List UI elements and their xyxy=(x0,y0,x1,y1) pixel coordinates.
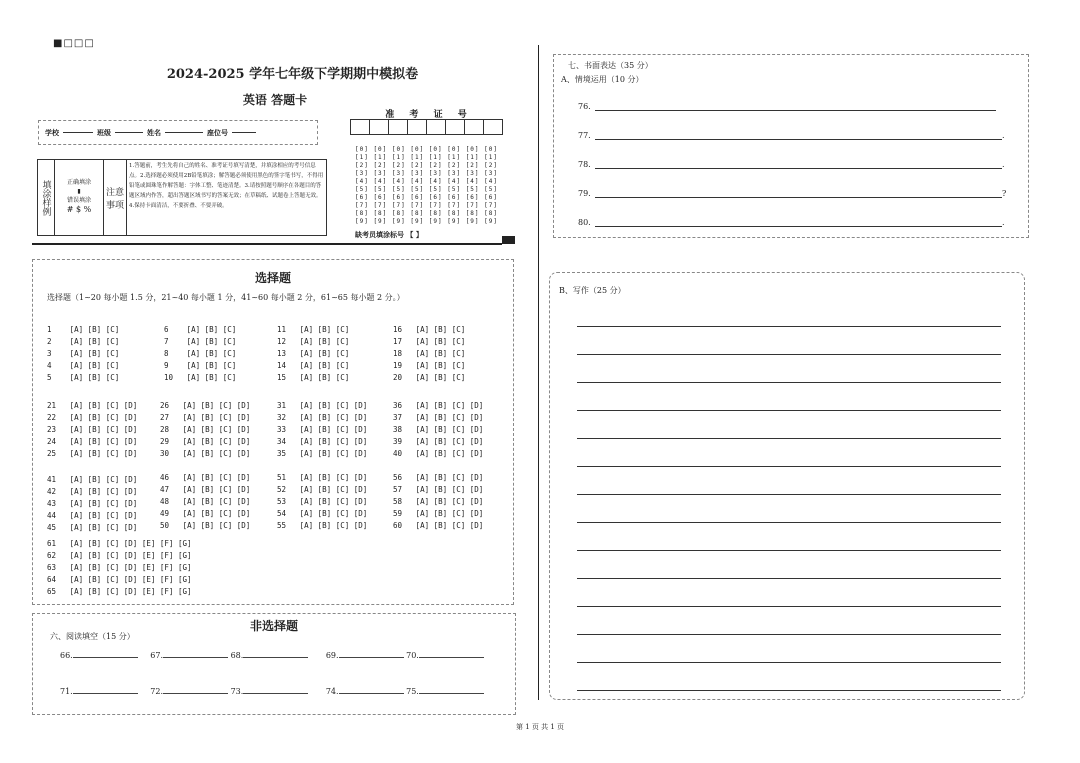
choice-group-16-20[interactable]: 16 [A] [B] [C] 17 [A] [B] [C] 18 [A] [B] [C] 19 [A] [B] [C] 20 [A] [B] [C] xyxy=(393,325,466,382)
bubble-row: [6] [6] [6] [6] [6] [6] [6] [6] xyxy=(355,194,498,201)
choice-group-46-50[interactable]: 46 [A] [B] [C] [D] 47 [A] [B] [C] [D] 48 [A] [B] [C] [D] 49 [A] [B] [C] [D] 50 [A] [B] [C] [D] xyxy=(160,473,251,530)
q71-label: 71. xyxy=(60,687,73,696)
notes-text: 1.答题前，考生先将自己的姓名、准考证号填写清楚，并填涂相应的考号信息点。2.选择题必须使用2B铅笔填涂；解答题必须使用黑色的签字笔书写，不得用铅笔或圆珠笔作解答题：字体工整、笔迹清楚。3.请按照题号顺序在各题目的答题区域内作答，超出答题区域书写的答案无效；在草稿纸、试题卷上答题无效。4.保持卡面清洁，不要折叠、不要弄破。 xyxy=(129,163,324,209)
answer-line-79[interactable] xyxy=(578,187,1010,198)
choice-group-36-40[interactable]: 36 [A] [B] [C] [D] 37 [A] [B] [C] [D] 38 [A] [B] [C] [D] 39 [A] [B] [C] [D] 40 [A] [B] [C] [D] xyxy=(393,401,484,458)
sample-label: 填涂样例 xyxy=(38,160,55,235)
absent-mark[interactable]: 缺考员填涂标号 【 】 xyxy=(355,230,423,239)
choice-group-61-65[interactable]: 61 [A] [B] [C] [D] [E] [F] [G] 62 [A] [B] [C] [D] [E] [F] [G] 63 [A] [B] [C] [D] [E] [F] [G] 64 [A] [B] [C] [D] [E] [F] [G] 65 [A] [B] [C] [D] [E] [F] [G] xyxy=(47,539,192,596)
q70-blank[interactable] xyxy=(419,657,484,658)
q78-label: 78. xyxy=(578,160,591,169)
choice-group-11-15[interactable]: 11 [A] [B] [C] 12 [A] [B] [C] 13 [A] [B] [C] 14 [A] [B] [C] 15 [A] [B] [C] xyxy=(277,325,350,382)
q79-end: ? xyxy=(1002,189,1007,198)
q67-label: 67. xyxy=(150,651,164,660)
q79-label: 79. xyxy=(578,189,591,198)
bubble-row: [0] [0] [0] [0] [0] [0] [0] [0] xyxy=(355,146,498,153)
q68-blank[interactable] xyxy=(243,657,308,658)
nonchoice-title: 非选择题 xyxy=(249,619,298,633)
q66-blank[interactable] xyxy=(73,657,138,658)
class-label: 班级 xyxy=(97,127,111,137)
bubble-row: [2] [2] [2] [2] [2] [2] [2] [2] xyxy=(355,162,498,169)
choice-group-21-25[interactable]: 21 [A] [B] [C] [D] 22 [A] [B] [C] [D] 23 [A] [B] [C] [D] 24 [A] [B] [C] [D] 25 [A] [B] [C] [D] xyxy=(47,401,138,458)
answer-line-77[interactable] xyxy=(578,129,1008,140)
q74-blank[interactable] xyxy=(339,693,404,694)
q67-blank[interactable] xyxy=(163,657,228,658)
q70-label: 70. xyxy=(406,651,419,660)
answer-line-80[interactable] xyxy=(578,216,1008,227)
choice-group-31-35[interactable]: 31 [A] [B] [C] [D] 32 [A] [B] [C] [D] 33 [A] [B] [C] [D] 34 [A] [B] [C] [D] 35 [A] [B] [C] [D] xyxy=(277,401,368,458)
section7-title: 七、书面表达（35 分） xyxy=(568,61,653,70)
fill-blank-row-1[interactable] xyxy=(60,651,484,660)
section7a-title: A、情境运用（10 分） xyxy=(561,75,644,84)
page-subtitle: 英语 答题卡 xyxy=(242,93,308,107)
bubble-row: [5] [5] [5] [5] [5] [5] [5] [5] xyxy=(355,186,498,193)
q69-blank[interactable] xyxy=(339,657,404,658)
q68-label: 68. xyxy=(230,651,244,660)
bubble-row: [7] [7] [7] [7] [7] [7] [7] [7] xyxy=(355,202,498,209)
choice-group-6-10[interactable]: 6 [A] [B] [C] 7 [A] [B] [C] 8 [A] [B] [C] 9 [A] [B] [C] 10 [A] [B] [C] xyxy=(164,325,237,382)
q73-label: 73. xyxy=(230,687,244,696)
writing-title: B、写作（25 分） xyxy=(559,286,626,295)
bubble-row: [8] [8] [8] [8] [8] [8] [8] [8] xyxy=(355,210,498,217)
page-mark: ■□□□ xyxy=(53,38,95,49)
exam-number-bubbles[interactable] xyxy=(355,146,498,226)
bubble-row: [1] [1] [1] [1] [1] [1] [1] [1] xyxy=(355,154,498,161)
q72-blank[interactable] xyxy=(163,693,228,694)
choice-group-1-5[interactable]: 1 [A] [B] [C] 2 [A] [B] [C] 3 [A] [B] [C] 4 [A] [B] [C] 5 [A] [B] [C] xyxy=(47,325,120,382)
q75-blank[interactable] xyxy=(419,693,484,694)
name-label: 姓名 xyxy=(147,127,161,137)
bubble-row: [3] [3] [3] [3] [3] [3] [3] [3] xyxy=(355,170,498,177)
q69-label: 69. xyxy=(325,651,339,660)
page-title: 2024-2025 学年七年级下学期期中模拟卷 xyxy=(166,67,419,82)
answer-line-78[interactable] xyxy=(578,158,1008,169)
exam-number-boxes[interactable] xyxy=(351,119,503,135)
q77-label: 77. xyxy=(578,131,591,140)
q71-blank[interactable] xyxy=(73,693,138,694)
school-label: 学校 xyxy=(45,127,59,137)
choice-group-41-45[interactable]: 41 [A] [B] [C] [D] 42 [A] [B] [C] [D] 43 [A] [B] [C] [D] 44 [A] [B] [C] [D] 45 [A] [B] [C] [D] xyxy=(47,475,138,532)
choice-group-51-55[interactable]: 51 [A] [B] [C] [D] 52 [A] [B] [C] [D] 53 [A] [B] [C] [D] 54 [A] [B] [C] [D] 55 [A] [B] [C] [D] xyxy=(277,473,368,530)
q80-label: 80. xyxy=(578,218,591,227)
wrong-fill-label: 错误填涂 xyxy=(66,197,91,204)
choice-title: 选择题 xyxy=(254,271,291,285)
correct-fill-label: 正确填涂 xyxy=(66,179,91,186)
timing-mark xyxy=(502,236,515,244)
wrong-fill-mark: # $ % xyxy=(66,205,92,214)
exam-number-label: 准 考 证 号 xyxy=(385,110,473,120)
q66-label: 66. xyxy=(60,651,73,660)
bubble-row: [4] [4] [4] [4] [4] [4] [4] [4] xyxy=(355,178,498,185)
correct-fill-mark: ▮ xyxy=(77,188,81,195)
section6-title: 六、阅读填空（15 分） xyxy=(50,632,135,641)
q80-end: . xyxy=(1002,218,1005,227)
student-info-box xyxy=(38,120,318,145)
q76-label: 76. xyxy=(578,102,591,111)
bubble-row: [9] [9] [9] [9] [9] [9] [9] [9] xyxy=(355,218,498,225)
seat-label: 座位号 xyxy=(207,127,228,137)
q74-label: 74. xyxy=(325,687,339,696)
answer-line-76[interactable] xyxy=(578,100,1008,111)
page-footer: 第 1 页 共 1 页 xyxy=(515,723,565,731)
choice-group-26-30[interactable]: 26 [A] [B] [C] [D] 27 [A] [B] [C] [D] 28 [A] [B] [C] [D] 29 [A] [B] [C] [D] 30 [A] [B] [C] [D] xyxy=(160,401,251,458)
writing-lines[interactable] xyxy=(577,299,1001,691)
notes-label: 注意事项 xyxy=(104,160,127,235)
fill-blank-row-2[interactable] xyxy=(60,687,484,696)
instructions-box xyxy=(37,159,327,236)
choice-instruction: 选择题（1~20 每小题 1.5 分，21~40 每小题 1 分，41~60 每小题 2 分，61~65 每小题 2 分。） xyxy=(47,293,405,302)
q75-label: 75. xyxy=(406,687,419,696)
q77-end: . xyxy=(1002,131,1005,140)
choice-group-56-60[interactable]: 56 [A] [B] [C] [D] 57 [A] [B] [C] [D] 58 [A] [B] [C] [D] 59 [A] [B] [C] [D] 60 [A] [B] [C] [D] xyxy=(393,473,484,530)
column-divider xyxy=(538,45,539,700)
q72-label: 72. xyxy=(150,687,164,696)
q78-end: . xyxy=(1002,160,1005,169)
q73-blank[interactable] xyxy=(243,693,308,694)
